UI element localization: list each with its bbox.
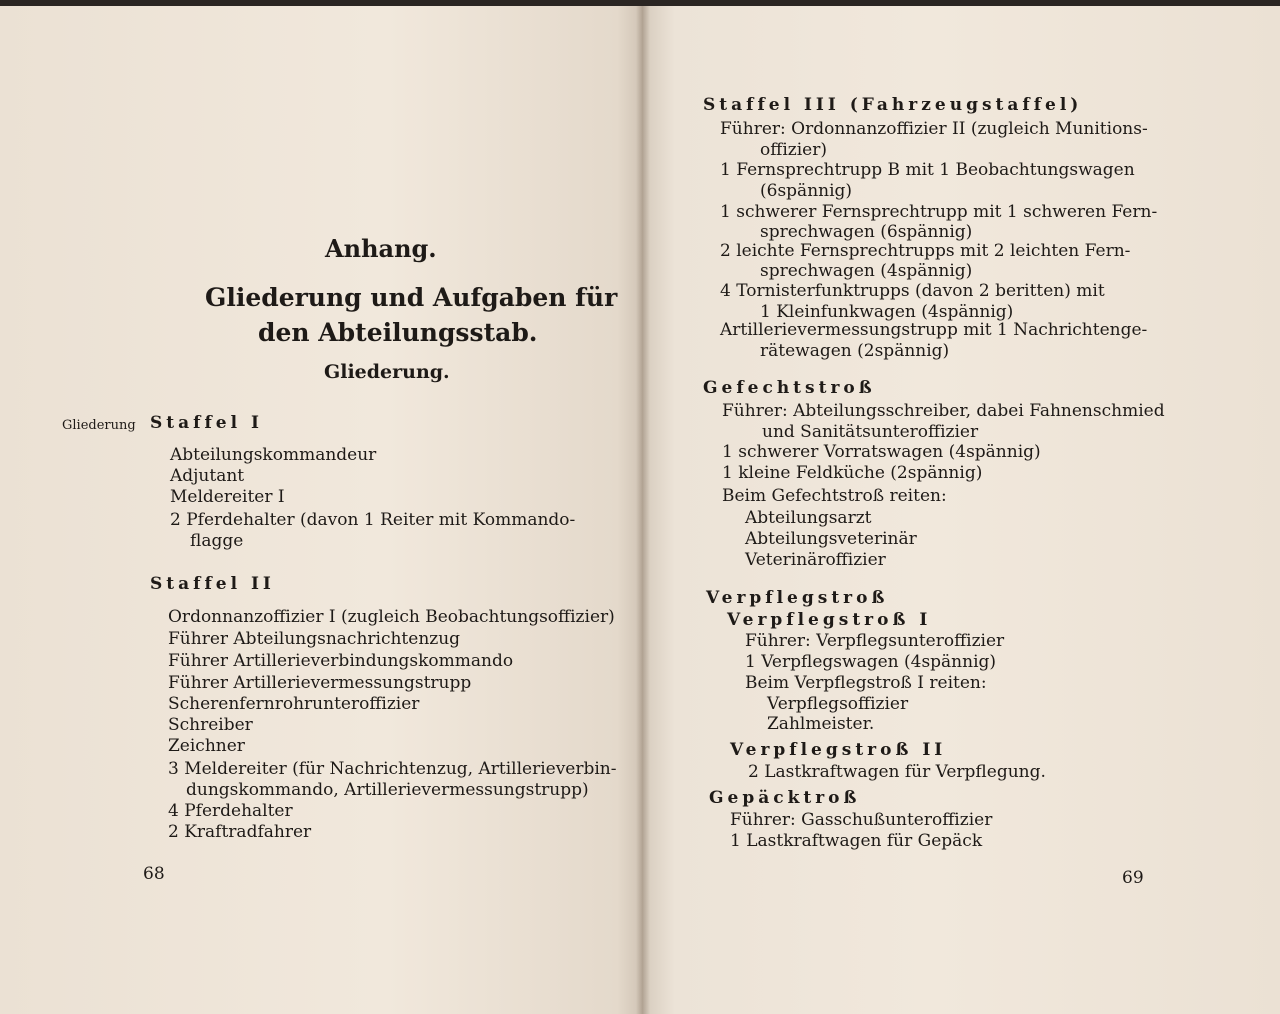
list-item: Führer: Abteilungsschreiber, dabei Fahnenschmied — [722, 401, 1165, 421]
list-item: Zahlmeister. — [767, 714, 875, 734]
list-item: Ordonnanzoffizier I (zugleich Beobachtungsoffizier) — [168, 607, 615, 627]
list-item: Abteilungskommandeur — [170, 445, 377, 465]
right-page — [643, 6, 1280, 1014]
list-item: Führer Artillerievermessungstrupp — [168, 673, 472, 693]
list-item: 3 Meldereiter (für Nachrichtenzug, Artillerieverbin- — [168, 759, 617, 779]
section-title: Gliederung. — [324, 361, 450, 383]
list-item: 4 Pferdehalter — [168, 801, 293, 821]
list-item: Veterinäroffizier — [745, 550, 886, 570]
list-item-continuation: sprechwagen (4spännig) — [760, 261, 973, 281]
list-item: Beim Gefechtstroß reiten: — [722, 486, 947, 506]
list-item: Abteilungsveterinär — [745, 529, 917, 549]
book-gutter — [636, 6, 650, 1014]
appendix-title: Anhang. — [325, 234, 437, 263]
staffel-3-heading: Staffel III (Fahrzeugstaffel) — [703, 95, 1083, 115]
list-item-continuation: rätewagen (2spännig) — [760, 341, 950, 361]
staffel-2-heading: Staffel II — [150, 574, 275, 594]
page-title-line2: den Abteilungsstab. — [258, 318, 538, 347]
page-number-left: 68 — [143, 864, 165, 884]
list-item: Schreiber — [168, 715, 253, 735]
list-item: 2 Pferdehalter (davon 1 Reiter mit Kommando- — [170, 510, 576, 530]
list-item: Führer: Ordonnanzoffizier II (zugleich Munitions- — [720, 119, 1148, 139]
list-item: 2 Kraftradfahrer — [168, 822, 312, 842]
list-item: Führer Artillerieverbindungskommando — [168, 651, 514, 671]
page-title-line1: Gliederung und Aufgaben für — [205, 283, 618, 312]
list-item: 2 Lastkraftwagen für Verpflegung. — [748, 762, 1046, 782]
list-item: Führer Abteilungsnachrichtenzug — [168, 629, 461, 649]
list-item: Artillerievermessungstrupp mit 1 Nachrichtenge- — [720, 320, 1148, 340]
verpflegstross-heading: Verpflegstroß — [706, 588, 889, 608]
list-item: Meldereiter I — [170, 487, 285, 507]
list-item: 1 kleine Feldküche (2spännig) — [722, 463, 983, 483]
list-item-continuation: offizier) — [760, 140, 827, 160]
list-item: Abteilungsarzt — [745, 508, 872, 528]
list-item: Führer: Gasschußunteroffizier — [730, 810, 993, 830]
list-item-continuation: und Sanitätsunteroffizier — [762, 422, 979, 442]
page-number-right: 69 — [1122, 868, 1144, 888]
gepaecktross-heading: Gepäcktroß — [709, 788, 861, 808]
list-item: Zeichner — [168, 736, 245, 756]
list-item-continuation: flagge — [190, 531, 244, 551]
list-item: 1 schwerer Fernsprechtrupp mit 1 schweren Fern- — [720, 202, 1158, 222]
gefechtstross-heading: Gefechtstroß — [703, 378, 876, 398]
list-item: 1 Verpflegswagen (4spännig) — [745, 652, 997, 672]
verpflegstross-1-heading: Verpflegstroß I — [727, 610, 932, 630]
staffel-1-heading: Staffel I — [150, 413, 263, 433]
list-item: 1 schwerer Vorratswagen (4spännig) — [722, 442, 1041, 462]
list-item-continuation: 1 Kleinfunkwagen (4spännig) — [760, 302, 1014, 322]
margin-note: Gliederung — [62, 418, 136, 433]
list-item: 1 Fernsprechtrupp B mit 1 Beobachtungswagen — [720, 160, 1135, 180]
verpflegstross-2-heading: Verpflegstroß II — [730, 740, 947, 760]
list-item: 1 Lastkraftwagen für Gepäck — [730, 831, 983, 851]
list-item-continuation: (6spännig) — [760, 181, 853, 201]
list-item: Verpflegsoffizier — [767, 694, 909, 714]
list-item: 2 leichte Fernsprechtrupps mit 2 leichten Fern- — [720, 241, 1131, 261]
list-item: Scherenfernrohrunteroffizier — [168, 694, 420, 714]
list-item-continuation: dungskommando, Artillerievermessungstrupp) — [186, 780, 589, 800]
list-item-continuation: sprechwagen (6spännig) — [760, 222, 973, 242]
list-item: Führer: Verpflegsunteroffizier — [745, 631, 1005, 651]
list-item: 4 Tornisterfunktrupps (davon 2 beritten) mit — [720, 281, 1105, 301]
list-item: Beim Verpflegstroß I reiten: — [745, 673, 987, 693]
list-item: Adjutant — [170, 466, 245, 486]
